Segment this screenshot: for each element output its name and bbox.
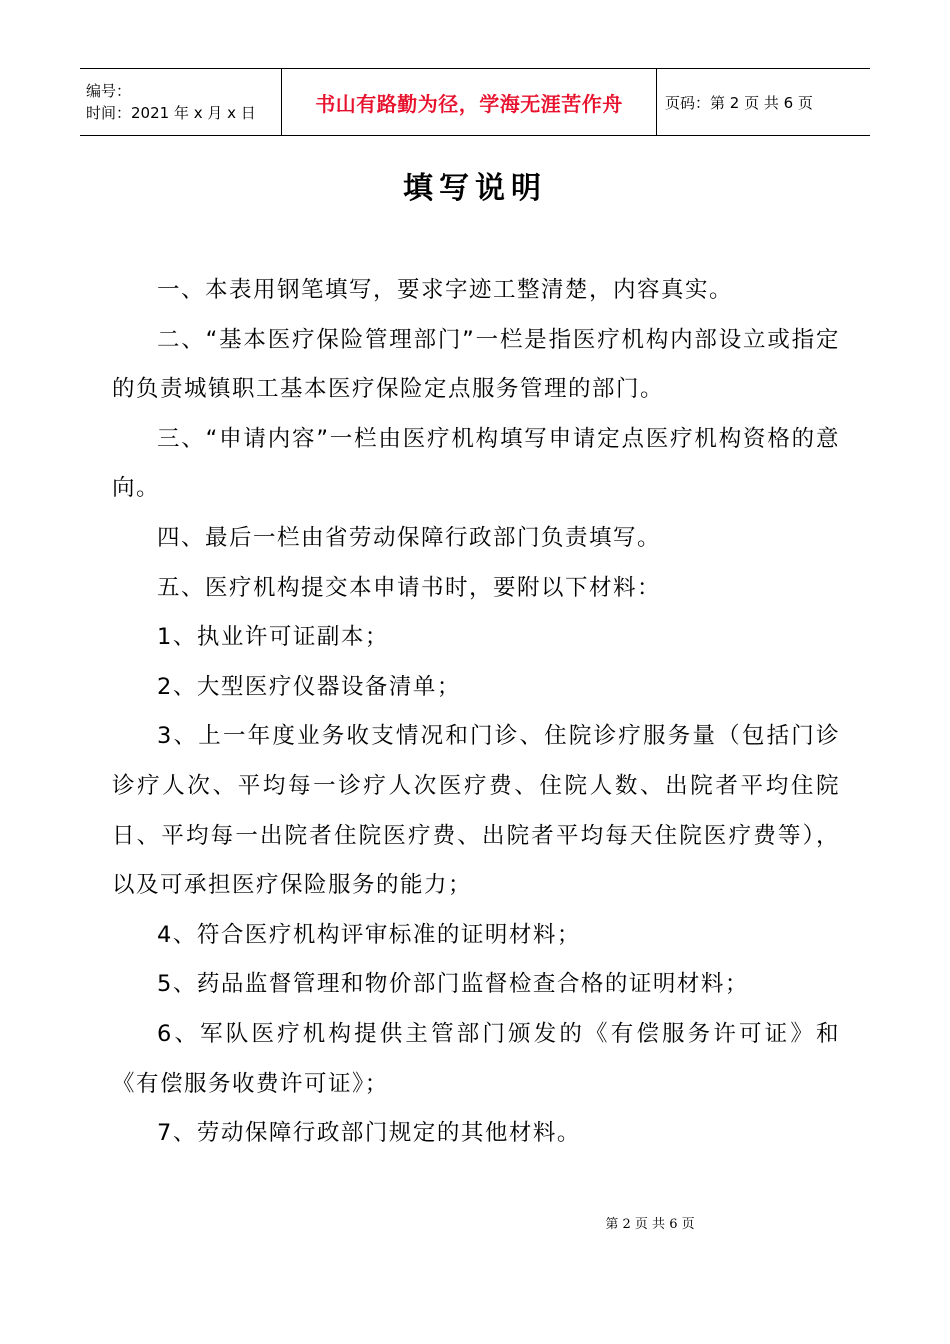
list-item: 3、上一年度业务收支情况和门诊、住院诊疗服务量（包括门诊诊疗人次、平均每一诊疗人次医疗费、住院人数、出院者平均住院日、平均每一出院者住院医疗费、出院者平均每天住院医疗费等），以及可承担医疗保险服务的能力； xyxy=(112,723,840,899)
header-meta xyxy=(80,69,282,135)
paragraph: 三、“申请内容”一栏由医疗机构填写申请定点医疗机构资格的意向。 xyxy=(112,425,840,502)
document-number-label: 编号： xyxy=(86,82,132,100)
document-date: 时间：2021 年 x 月 x 日 xyxy=(86,104,256,122)
paragraph: 一、本表用钢笔填写，要求字迹工整清楚，内容真实。 xyxy=(157,277,734,303)
paragraph: 五、医疗机构提交本申请书时，要附以下材料： xyxy=(157,574,662,601)
list-item: 6、军队医疗机构提供主管部门颁发的《有偿服务许可证》和《有偿服务收费许可证》； xyxy=(112,1020,840,1097)
page-footer xyxy=(0,1213,950,1232)
paragraph: 四、最后一栏由省劳动保障行政部门负责填写。 xyxy=(157,524,662,551)
list-item: 1、执业许可证副本； xyxy=(157,624,389,651)
header-page-cell xyxy=(657,69,870,135)
header-motto-cell xyxy=(282,69,657,135)
list-item: 2、大型医疗仪器设备清单； xyxy=(157,673,461,700)
page-title: 填写说明 xyxy=(403,171,547,206)
header-page-info: 页码：第 2 页 共 6 页 xyxy=(665,93,813,112)
list-item: 7、劳动保障行政部门规定的其他材料。 xyxy=(157,1120,581,1147)
header-motto: 书山有路勤为径，学海无涯苦作舟 xyxy=(315,91,623,116)
document-header xyxy=(80,68,870,136)
list-item: 4、符合医疗机构评审标准的证明材料； xyxy=(157,921,581,948)
instructions-body xyxy=(112,266,840,1159)
footer-page-number: 第 2 页 共 6 页 xyxy=(605,1217,695,1232)
paragraph: 二、“基本医疗保险管理部门”一栏是指医疗机构内部设立或指定的负责城镇职工基本医疗保险定点服务管理的部门。 xyxy=(112,326,840,403)
list-item: 5、药品监督管理和物价部门监督检查合格的证明材料； xyxy=(157,971,749,998)
